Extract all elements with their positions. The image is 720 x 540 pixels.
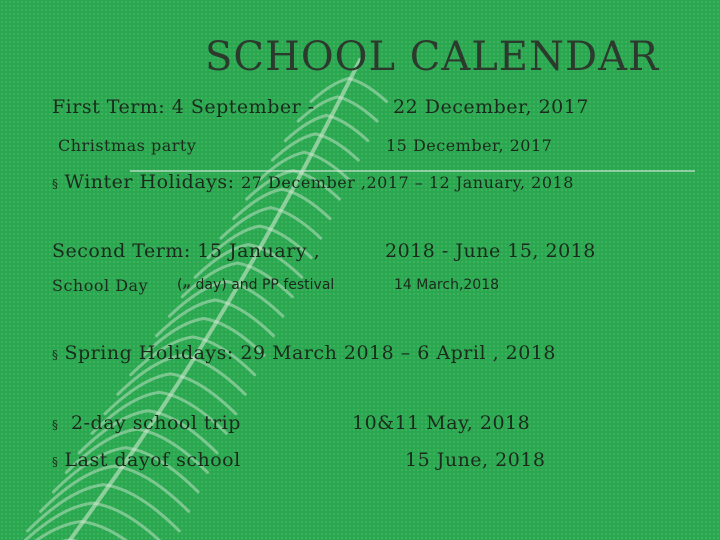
christmas-party-date: 15 December, 2017 xyxy=(386,136,553,155)
school-day-detail: (𝓃 day) and PP festival xyxy=(177,277,335,293)
last-day-label: Last dayof school xyxy=(64,449,241,471)
school-day-date: 14 March,2018 xyxy=(394,277,500,293)
page-title: SCHOOL CALENDAR xyxy=(205,34,660,80)
winter-holidays-row xyxy=(52,171,574,193)
second-term-label: Second Term: 15 January , xyxy=(52,240,321,262)
first-term-dates: 22 December, 2017 xyxy=(393,96,589,118)
last-day-row xyxy=(52,449,241,471)
bullet-icon: § xyxy=(52,455,59,469)
spring-holidays-label: Spring Holidays: 29 March 2018 – 6 April , 2018 xyxy=(64,342,557,364)
winter-holidays-dates: 27 December ,2017 – 12 January, 2018 xyxy=(241,173,574,192)
bullet-icon: § xyxy=(52,177,59,191)
second-term-dates: 2018 - June 15, 2018 xyxy=(385,240,596,262)
bullet-icon: § xyxy=(52,418,59,432)
bullet-icon: § xyxy=(52,348,59,362)
winter-holidays-label: Winter Holidays: xyxy=(64,171,235,193)
first-term-label: First Term: 4 September - xyxy=(52,96,315,118)
school-day-label: School Day xyxy=(52,276,149,295)
school-trip-label: 2-day school trip xyxy=(64,412,241,434)
spring-holidays-row xyxy=(52,342,556,364)
school-trip-dates: 10&11 May, 2018 xyxy=(352,412,531,434)
last-day-date: 15 June, 2018 xyxy=(405,449,546,471)
school-trip-row xyxy=(52,412,241,434)
christmas-party-label: Christmas party xyxy=(58,136,197,155)
